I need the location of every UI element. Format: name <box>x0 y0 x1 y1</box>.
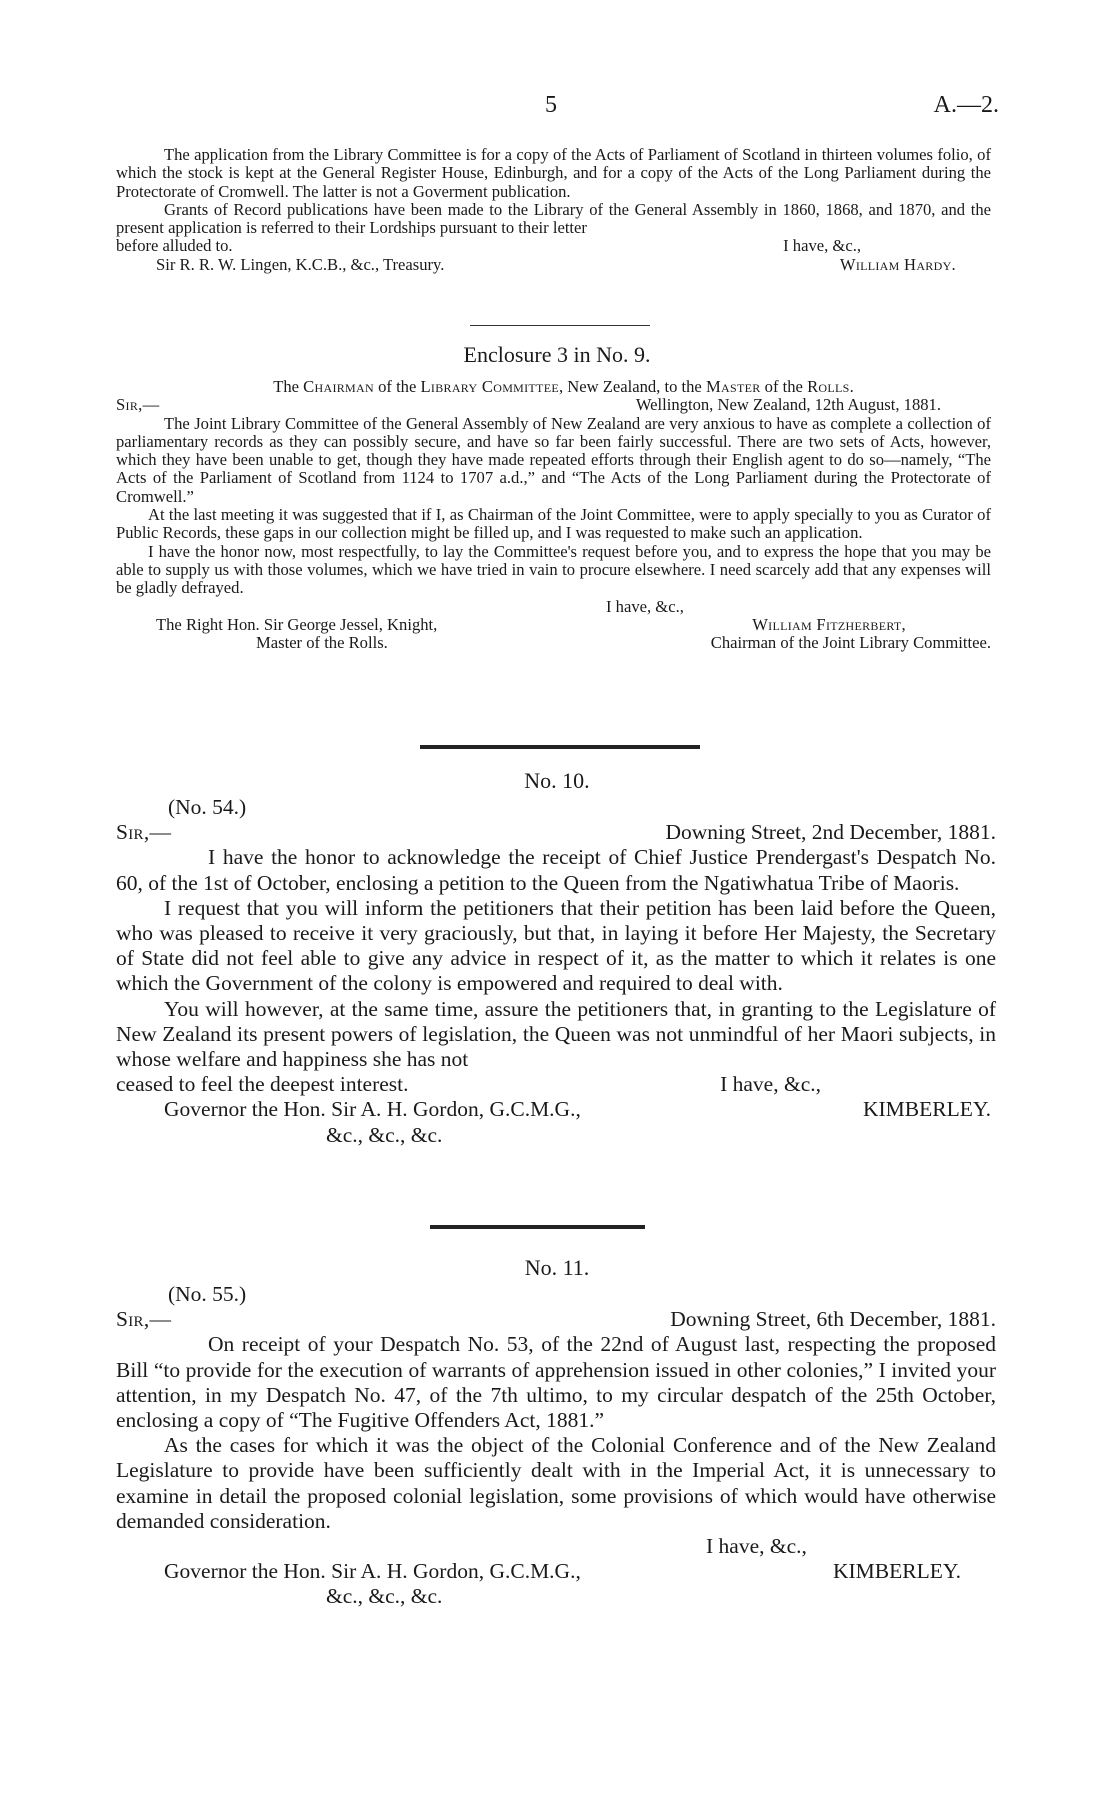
top-letter-paragraph-2: Grants of Record publications have been made to the Library of the General Assembly in 1860, 1868, and 1870, and the present application is referred to their Lordships pursuant to their letter <box>116 199 991 238</box>
no11-salutation: Sir,— <box>116 1307 172 1332</box>
enclosure-closing: I have, &c., <box>606 596 684 616</box>
no10-paragraph-2: I request that you will inform the petitioners that their petition has been laid before the Queen, who was pleased to receive it very graciously, but that, in laying it before Her Majesty, the Secretary of State did not feel able to give any advice in respect of it, as the matter to which it relates is one which the Government of the colony is empowered and required to deal with. <box>116 895 996 996</box>
section-divider <box>470 325 650 326</box>
no11-paragraph-2: As the cases for which it was the object of the Colonial Conference and of the New Zealand Legislature to provide have been sufficiently dealt with in the Imperial Act, it is unnecessary to examine in detail the proposed colonial legislation, some provisions of which would have otherwise demanded consideration. <box>116 1433 996 1533</box>
enclosure-signature-row-1 <box>116 616 991 634</box>
enclosure-signature: William Fitzherbert, <box>752 614 906 634</box>
no10-signature-row <box>116 1097 996 1122</box>
top-letter-closing: I have, &c., <box>783 236 861 256</box>
document-reference: A.—2. <box>933 92 999 118</box>
enclosure-place-date: Wellington, New Zealand, 12th August, 1881. <box>635 395 941 415</box>
section-divider-thick <box>430 1225 645 1229</box>
enclosure-from-line: The Chairman of the Library Committee, New Zealand, to the Master of the Rolls. <box>273 377 854 396</box>
enclosure-paragraph-2: At the last meeting it was suggested that if I, as Chairman of the Joint Committee, were to apply specially to you as Curator of Public Records, these gaps in our collection might be filled up, and I was requested to make such an application. <box>116 505 991 543</box>
no10-signature: KIMBERLEY. <box>862 1097 991 1122</box>
top-letter-signature: William Hardy. <box>839 254 956 274</box>
no10-addressee-2: &c., &c., &c. <box>326 1122 443 1147</box>
no11-letter <box>116 1282 996 1610</box>
no10-letter <box>116 795 996 1148</box>
no10-title: No. 10. <box>524 768 590 793</box>
no10-place-date: Downing Street, 2nd December, 1881. <box>665 820 996 845</box>
no11-closing: I have, &c., <box>706 1534 807 1559</box>
no10-paragraph-1: I have the honor to acknowledge the receipt of Chief Justice Prendergast's Despatch No. 60, of the 1st of October, enclosing a petition to the Queen from the Ngatiwhatua Tribe of Maoris. <box>116 845 996 895</box>
top-letter-paragraph-2-end: before alluded to. <box>116 236 233 256</box>
top-letter-addressee: Sir R. R. W. Lingen, K.C.B., &c., Treasury. <box>156 254 445 274</box>
no10-paragraph-3-end: ceased to feel the deepest interest. <box>116 1072 409 1097</box>
no10-closing: I have, &c., <box>720 1072 821 1097</box>
enclosure-paragraph-1: The Joint Library Committee of the General Assembly of New Zealand are very anxious to have as complete a collection of parliamentary records as they can possibly secure, and have so far been fairly successful. There are two sets of Acts, however, which they have been unable to get, though they have made repeated efforts through their English agent to do so—namely, “The Acts of the Parliament of Scotland from 1124 to 1707 a.d.,” and “The Acts of the Long Parliament during the Protectorate of Cromwell.” <box>116 413 991 506</box>
no10-closing-row <box>116 1072 996 1097</box>
no11-despatch-number: (No. 55.) <box>168 1282 247 1306</box>
no11-addressee-2: &c., &c., &c. <box>326 1584 443 1609</box>
enclosure-paragraph-3: I have the honor now, most respectfully, to lay the Committee's request before you, and to express the hope that you may be able to supply us with those volumes, which we have tried in vain to procure elsewhere. I need scarcely add that any expenses will be gladly defrayed. <box>116 541 991 598</box>
enclosure-signature-title: Chairman of the Joint Library Committee. <box>710 633 991 653</box>
enclosure-addressee-2: Master of the Rolls. <box>256 633 388 653</box>
top-letter <box>116 146 991 274</box>
no11-title: No. 11. <box>524 1255 590 1280</box>
no10-paragraph-3: You will however, at the same time, assure the petitioners that, in granting to the Legislature of New Zealand its present powers of legislation, the Queen was not unmindful of her Maori subjects, in whose welfare and happiness she has not <box>116 996 996 1072</box>
top-letter-paragraph-1: The application from the Library Committee is for a copy of the Acts of Parliament of Scotland in thirteen volumes folio, of which the stock is kept at the General Register House, Edinburgh, and for a copy of the Acts of the Long Parliament during the Protectorate of Cromwell. The latter is not a Goverment publication. <box>116 145 991 201</box>
section-divider-thick <box>420 745 700 749</box>
no10-addressee-1: Governor the Hon. Sir A. H. Gordon, G.C.M.G., <box>164 1097 581 1122</box>
no11-place-date: Downing Street, 6th December, 1881. <box>670 1307 996 1332</box>
enclosure-addressee-1: The Right Hon. Sir George Jessel, Knight, <box>156 614 438 634</box>
enclosure-letter <box>116 378 991 652</box>
top-letter-closing-row <box>116 237 991 255</box>
enclosure-salutation-row <box>116 396 991 414</box>
no11-signature-row <box>116 1559 996 1584</box>
no10-salutation-row <box>116 820 996 845</box>
no11-salutation-row <box>116 1307 996 1332</box>
enclosure-salutation: Sir,— <box>116 395 160 415</box>
no10-salutation: Sir,— <box>116 820 172 845</box>
enclosure-signature-row-2 <box>116 634 991 652</box>
no11-addressee-1: Governor the Hon. Sir A. H. Gordon, G.C.M.G., <box>164 1559 581 1584</box>
no10-despatch-number: (No. 54.) <box>168 795 247 819</box>
enclosure-title: Enclosure 3 in No. 9. <box>463 342 651 367</box>
page-number: 5 <box>545 92 557 118</box>
no11-signature: KIMBERLEY. <box>832 1559 961 1584</box>
top-letter-signature-row <box>116 256 991 274</box>
no11-paragraph-1: On receipt of your Despatch No. 53, of the 22nd of August last, respecting the proposed Bill “to provide for the execution of warrants of apprehension issued in other colonies,” I invited your attention, in my Despatch No. 47, of the 7th ultimo, to my circular despatch of the 25th October, enclosing a copy of “The Fugitive Offenders Act, 1881.” <box>116 1332 996 1433</box>
